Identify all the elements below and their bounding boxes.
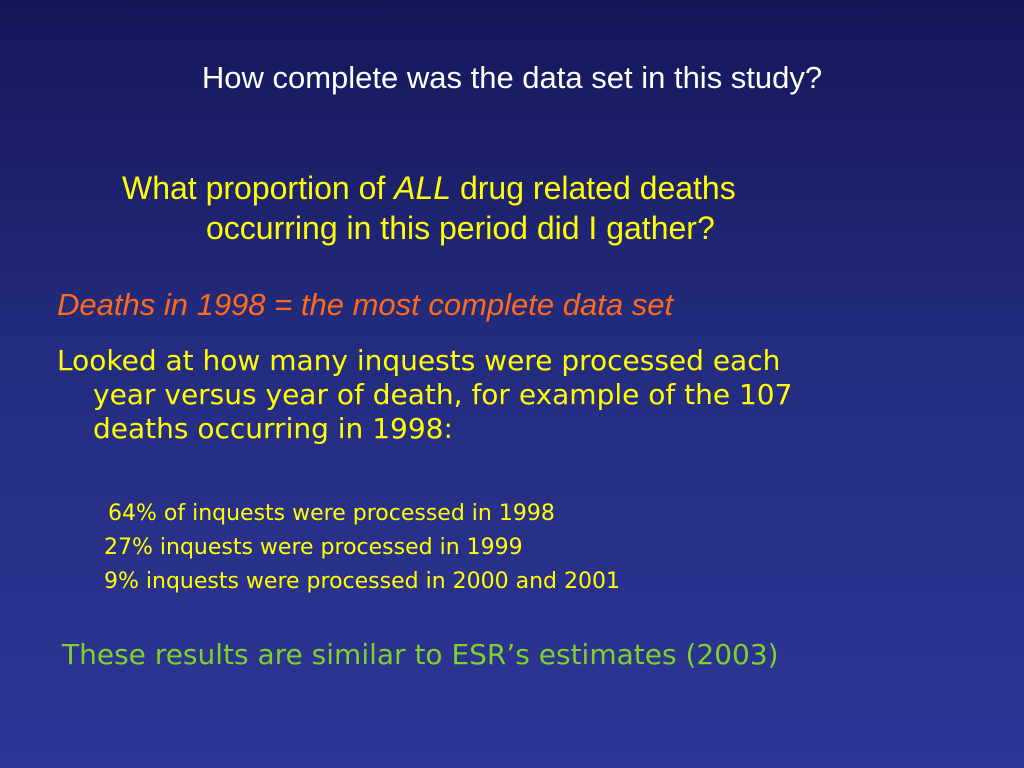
stat-item: 27% inquests were processed in 1999 (104, 535, 523, 560)
question-line-1 (122, 168, 922, 208)
question-line-2: occurring in this period did I gather? (206, 210, 715, 246)
stats-list (104, 497, 904, 599)
body-paragraph (57, 344, 977, 446)
body-line-2: year versus year of death, for example of the 107 (93, 378, 793, 411)
highlight-text: Deaths in 1998 = the most complete data set (57, 287, 674, 322)
stat-item: 9% inquests were processed in 2000 and 2001 (104, 569, 620, 594)
question-prefix: What proportion of (122, 170, 395, 206)
question-text (122, 168, 922, 248)
question-suffix: drug related deaths (451, 170, 736, 206)
slide-title: How complete was the data set in this study? (201, 60, 823, 95)
body-line-3: deaths occurring in 1998: (93, 412, 453, 445)
body-line-1: Looked at how many inquests were processed each (57, 344, 781, 377)
stat-item: 64% of inquests were processed in 1998 (108, 501, 555, 526)
question-emphasis: ALL (394, 170, 452, 206)
conclusion-text: These results are similar to ESR’s estimates (2003) (62, 638, 779, 671)
